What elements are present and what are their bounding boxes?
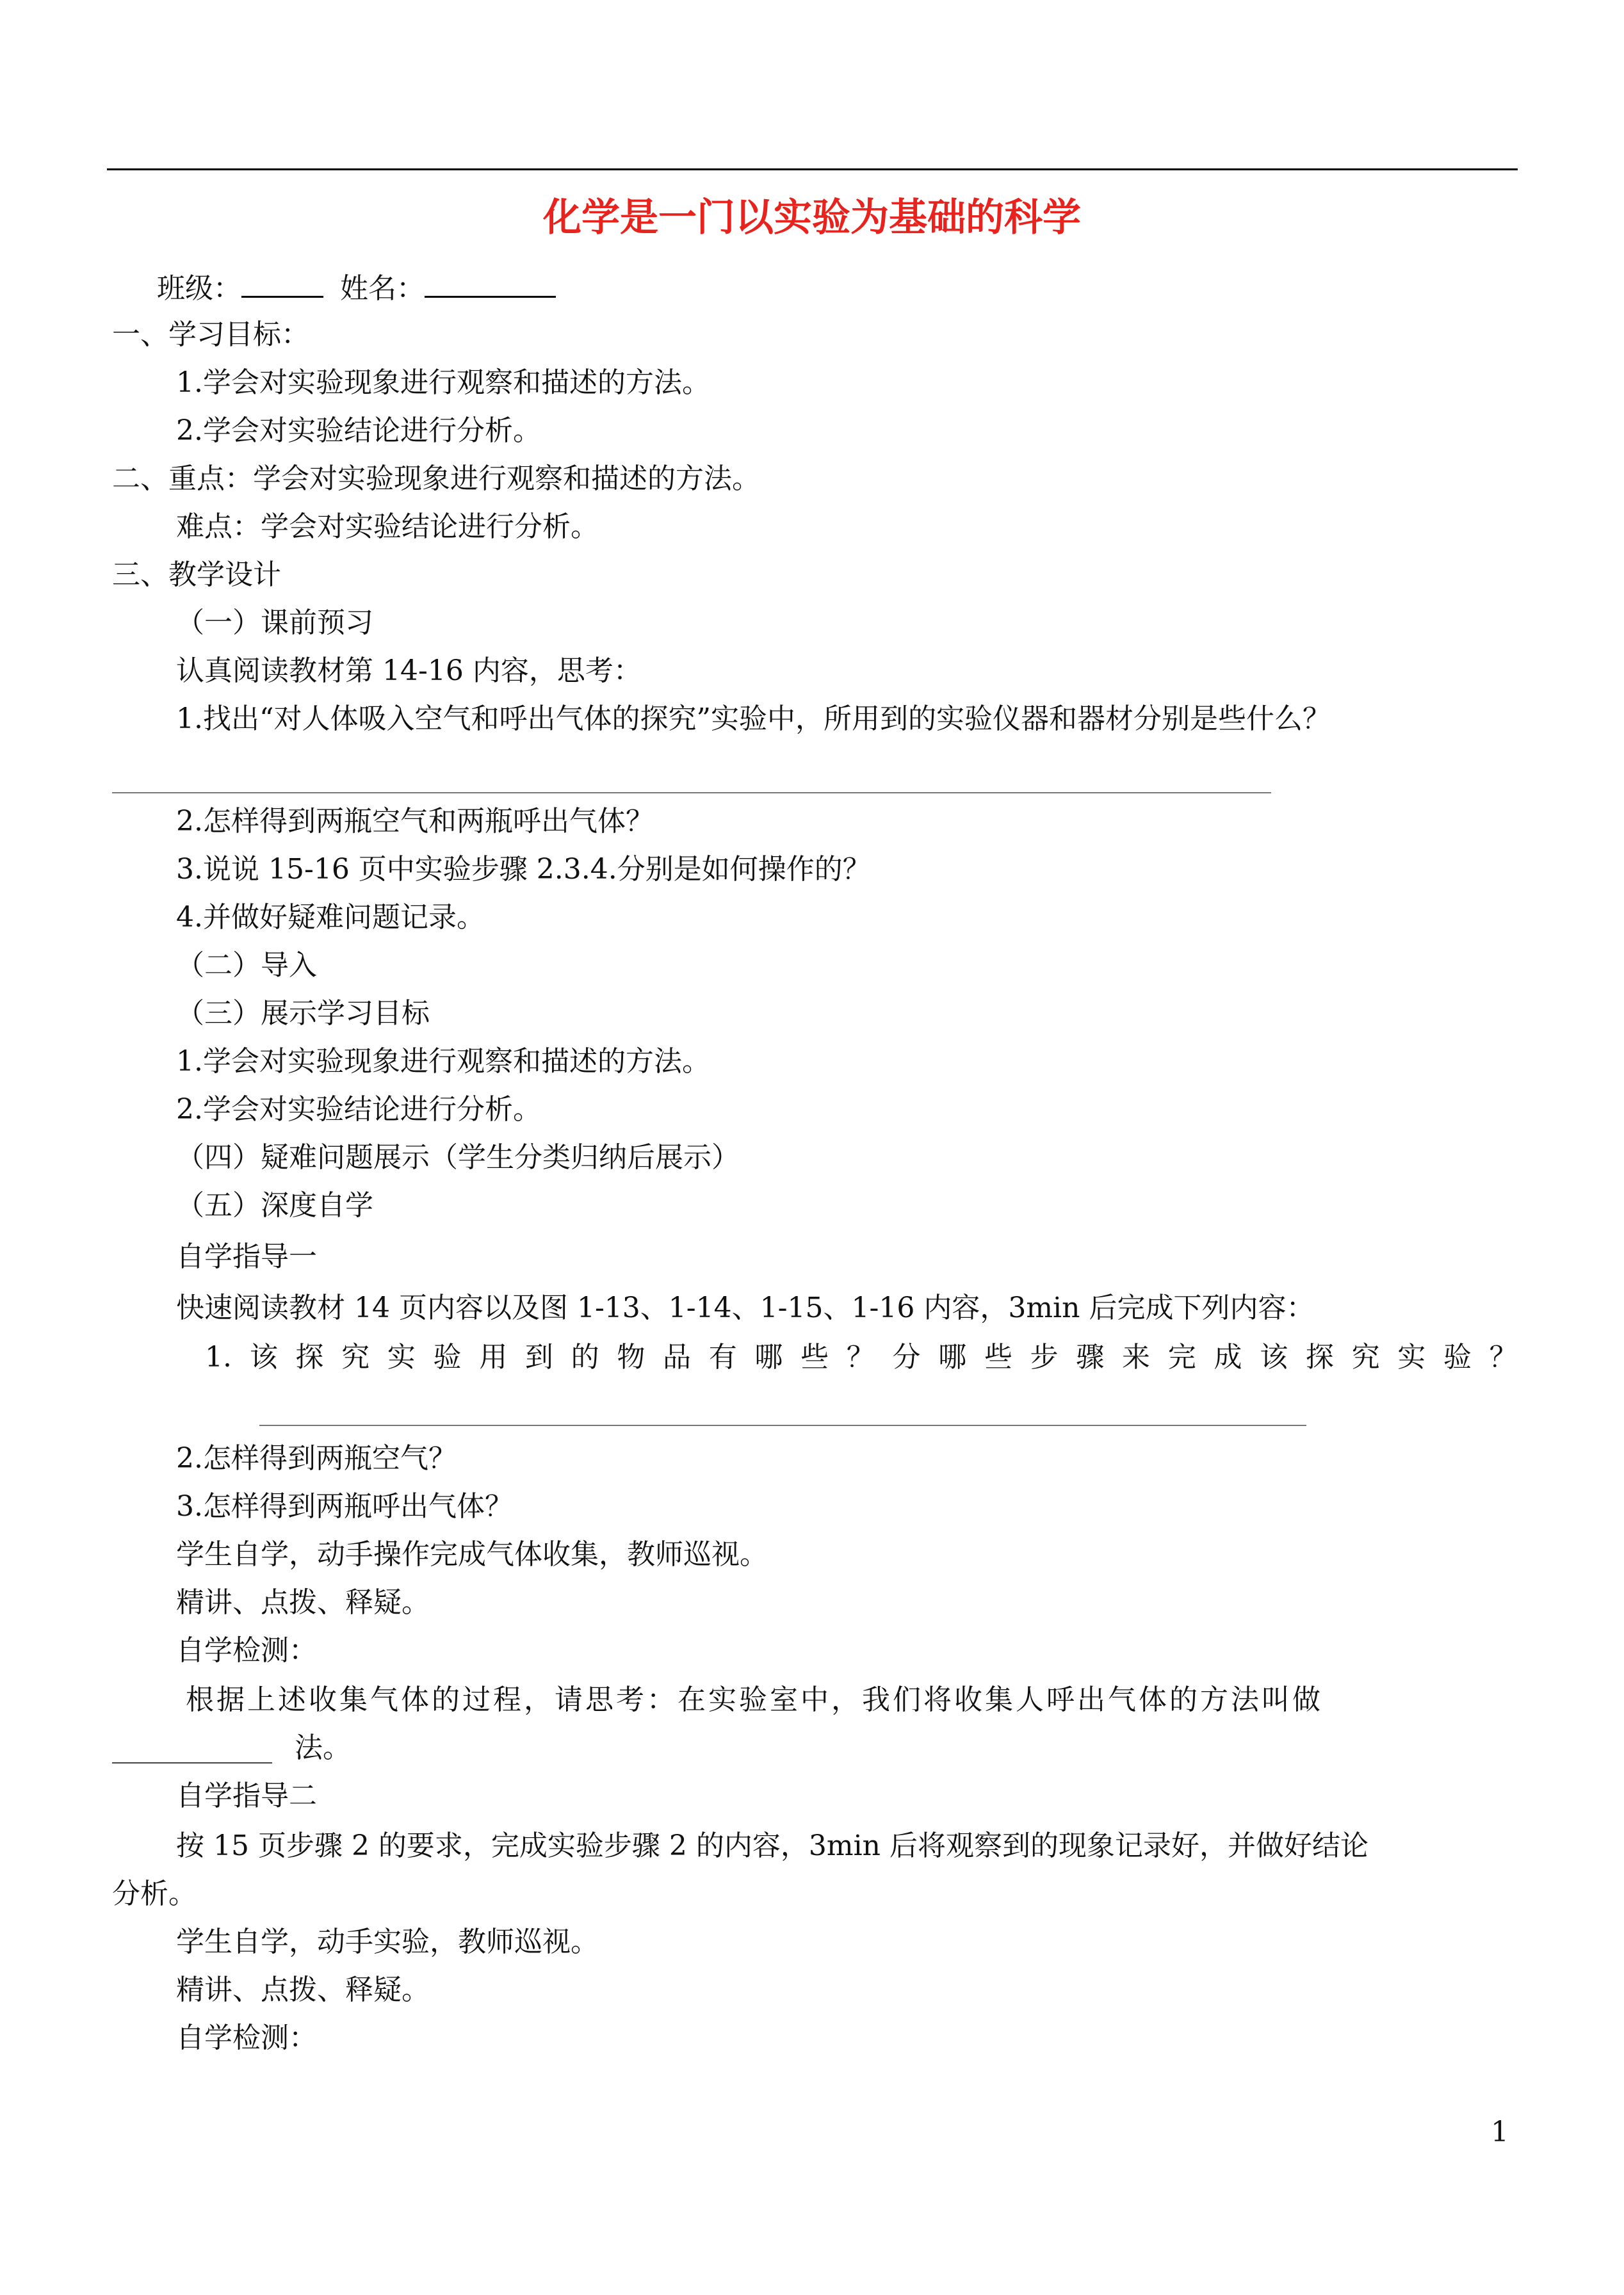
question-token: ？	[1489, 1341, 1518, 1374]
question-item	[205, 1338, 1518, 1377]
question-token: 步	[1030, 1341, 1059, 1374]
subsection-heading: （四）疑难问题展示（学生分类归纳后展示）	[176, 1141, 740, 1174]
text-line: 按 15 页步骤 2 的要求，完成实验步骤 2 的内容，3min 后将观察到的现象记录好，并做好结论	[176, 1829, 1369, 1862]
question-token: 品	[663, 1341, 692, 1374]
text-line: 学生自学，动手实验，教师巡视。	[176, 1926, 599, 1958]
text-line: 根据上述收集气体的过程，请思考：在实验室中，我们将收集人呼出气体的方法叫做	[186, 1683, 1323, 1716]
question-token: 骤	[1076, 1341, 1105, 1374]
objective-item: 1.学会对实验现象进行观察和描述的方法。	[176, 1045, 710, 1078]
section-heading: 一、学习目标：	[112, 318, 309, 351]
student-info-row	[157, 268, 556, 308]
question-token: 些	[800, 1341, 829, 1374]
name-label: 姓名：	[340, 272, 425, 305]
question-token: 来	[1122, 1341, 1151, 1374]
text-line: 难点：学会对实验结论进行分析。	[176, 510, 599, 543]
subsection-heading: （五）深度自学	[176, 1189, 373, 1222]
question-token: 些	[984, 1341, 1012, 1374]
question-token: 完	[1167, 1341, 1196, 1374]
fill-in-blank[interactable]	[112, 1762, 272, 1764]
question-token: 的	[571, 1341, 599, 1374]
page-number: 1	[1491, 2116, 1509, 2148]
question-token: 分	[892, 1341, 921, 1374]
question-item: 4.并做好疑难问题记录。	[176, 901, 485, 934]
question-token: 用	[479, 1341, 508, 1374]
question-token: 物	[617, 1341, 646, 1374]
question-item: 2.怎样得到两瓶空气？	[176, 1442, 457, 1475]
subsection-heading: （二）导入	[176, 949, 317, 982]
text-line: 自学检测：	[176, 1634, 317, 1667]
question-token: 究	[341, 1341, 370, 1374]
question-token: 有	[708, 1341, 737, 1374]
header-rule	[107, 168, 1518, 170]
question-token: 该	[249, 1341, 278, 1374]
question-token: 究	[1351, 1341, 1380, 1374]
text-line: 法。	[295, 1731, 351, 1764]
answer-line	[259, 1425, 1306, 1426]
section-heading: 二、重点：学会对实验现象进行观察和描述的方法。	[112, 462, 760, 495]
text-line: 学生自学，动手操作完成气体收集，教师巡视。	[176, 1538, 768, 1571]
text-line: 分析。	[112, 1877, 197, 1910]
text-line: 精讲、点拨、释疑。	[176, 1974, 430, 2006]
question-item: 3.说说 15-16 页中实验步骤 2.3.4.分别是如何操作的？	[176, 853, 871, 886]
objective-item: 2.学会对实验结论进行分析。	[176, 1093, 541, 1126]
question-item: 2.怎样得到两瓶空气和两瓶呼出气体？	[176, 805, 654, 838]
text-line: 自学检测：	[176, 2022, 317, 2054]
section-heading: 三、教学设计	[112, 558, 281, 591]
subsection-heading: （一）课前预习	[176, 606, 373, 639]
question-token: 实	[1397, 1341, 1426, 1374]
question-item: 3.怎样得到两瓶呼出气体？	[176, 1490, 513, 1523]
text-line: 认真阅读教材第 14-16 内容，思考：	[176, 654, 642, 687]
question-token: 验	[1443, 1341, 1472, 1374]
text-line: 快速阅读教材 14 页内容以及图 1-13、1-14、1-15、1-16 内容，3min 后完成下列内容：	[176, 1292, 1315, 1324]
question-token: 成	[1214, 1341, 1242, 1374]
question-item: 1.找出“对人体吸入空气和呼出气体的探究”实验中，所用到的实验仪器和器材分别是些什么？	[176, 702, 1331, 735]
subsection-heading: （三）展示学习目标	[176, 997, 430, 1030]
page-title: 化学是一门以实验为基础的科学	[543, 195, 1081, 240]
question-token: 实	[387, 1341, 416, 1374]
guide-heading: 自学指导二	[176, 1780, 317, 1812]
class-label: 班级：	[157, 272, 241, 305]
question-token: ？	[846, 1341, 875, 1374]
class-field[interactable]	[241, 268, 323, 298]
question-token: 哪	[754, 1341, 783, 1374]
question-token: 1.	[205, 1341, 232, 1374]
question-token: 探	[1305, 1341, 1334, 1374]
question-token: 探	[295, 1341, 324, 1374]
question-token: 哪	[938, 1341, 967, 1374]
guide-heading: 自学指导一	[176, 1240, 317, 1273]
objective-item: 1.学会对实验现象进行观察和描述的方法。	[176, 366, 710, 399]
objective-item: 2.学会对实验结论进行分析。	[176, 414, 541, 447]
answer-line	[112, 792, 1271, 793]
name-field[interactable]	[425, 268, 556, 298]
question-token: 到	[524, 1341, 553, 1374]
text-line: 精讲、点拨、释疑。	[176, 1586, 430, 1619]
question-token: 验	[433, 1341, 462, 1374]
question-token: 该	[1260, 1341, 1288, 1374]
